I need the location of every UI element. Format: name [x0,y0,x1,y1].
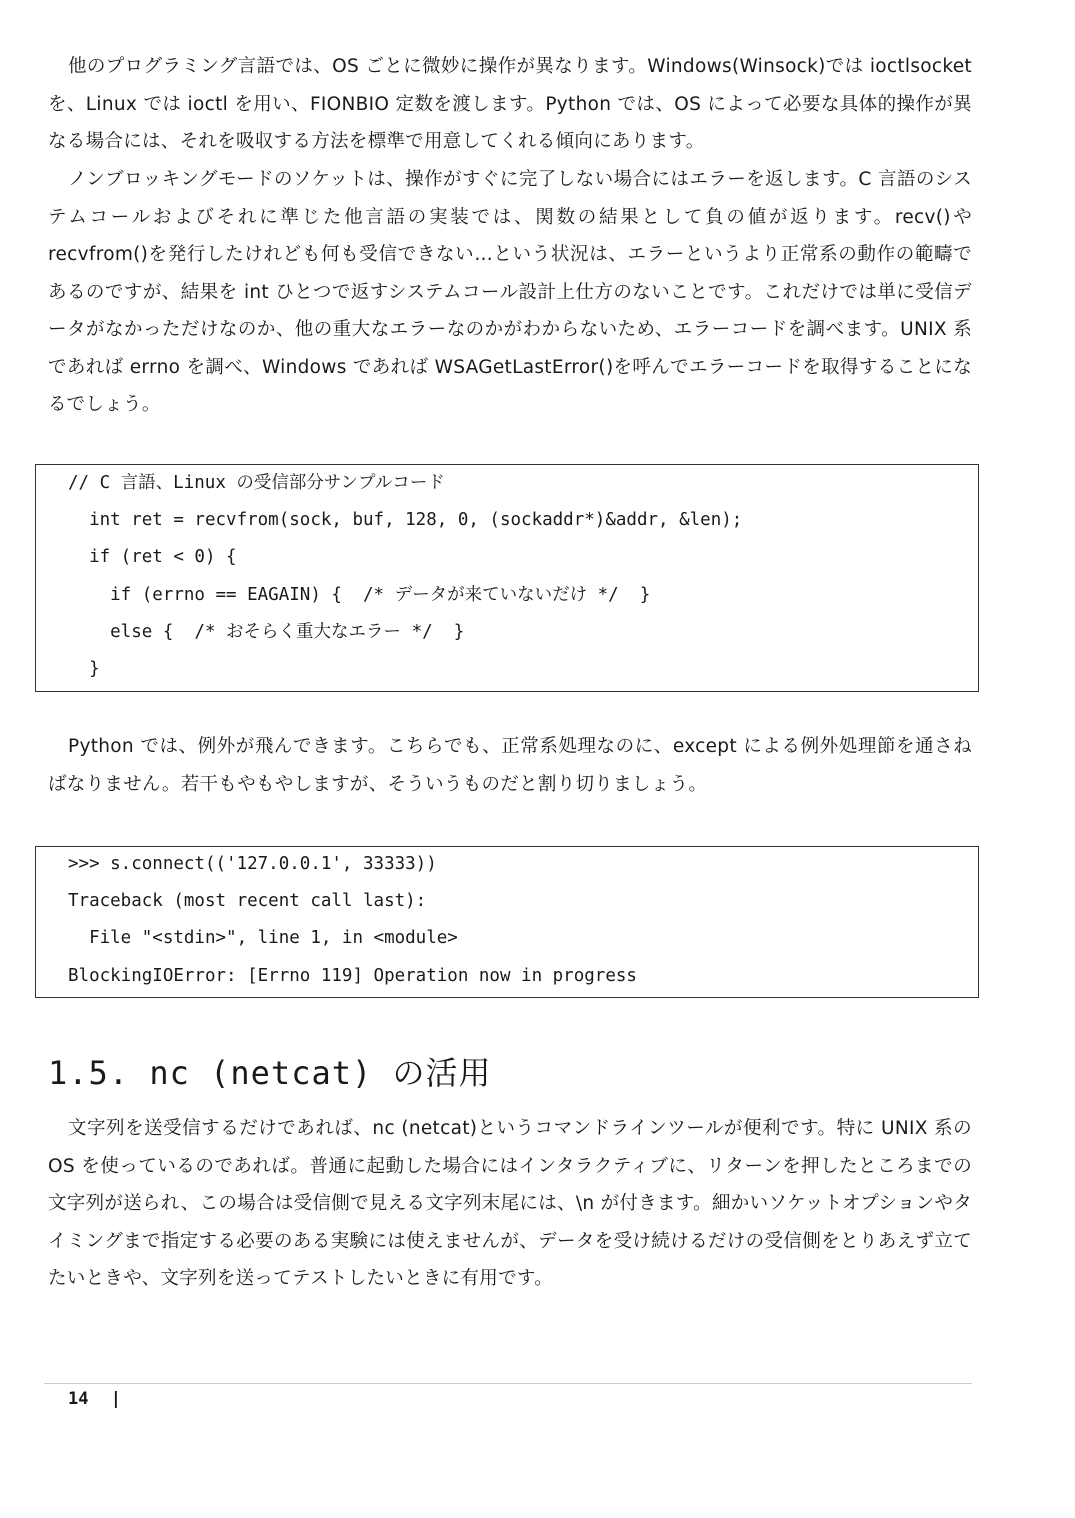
code-line: else { /* おそらく重大なエラー */ } [68,622,465,642]
paragraph-nonblocking-errors: ノンブロッキングモードのソケットは、操作がすぐに完了しない場合にはエラーを返します。C 言語のシステムコールおよびそれに準じた他言語の実装では、関数の結果として負の値が返ります。recv()や recvfrom()を発行したけれども何も受信できない…という状況は、エラーというより正常系の動作の範疇であるのですが、結果を int ひとつで返すシステムコール設計上仕方のないことです。これだけでは単に受信データがなかっただけなのか、他の重大なエラーなのかがわからないため、エラーコードを調べます。UNIX 系であれば errno を調べ、Windows であれば WSAGetLastError()を呼んでエラーコードを取得することになるでしょう。 [48,169,972,415]
code-line: if (errno == EAGAIN) { /* データが来ていないだけ */ } [68,585,651,605]
footer-separator: | [110,1389,121,1409]
page-number: 14 [68,1389,89,1409]
code-line: >>> s.connect(('127.0.0.1', 33333)) [68,854,437,874]
paragraph-os-differences: 他のプログラミング言語では、OS ごとに微妙に操作が異なります。Windows(Winsock)では ioctlsocket を、Linux では ioctl を用い、FIONBIO 定数を渡します。Python では、OS によって必要な具体的操作が異なる場合には、それを吸収する方法を標準で用意してくれる傾向にあります。 [48,56,972,152]
code-line: Traceback (most recent call last): [68,891,427,911]
page-footer [68,1389,121,1409]
code-block-c [35,464,979,692]
section-heading: 1.5. nc (netcat) の活用 [48,1054,492,1092]
code-line: BlockingIOError: [Errno 119] Operation now in progress [68,966,637,986]
footer-divider [44,1383,972,1384]
paragraph-python-exceptions: Python では、例外が飛んできます。こちらでも、正常系処理なのに、except による例外処理節を通さねばなりません。若干もやもやしますが、そういうものだと割り切りましょう。 [48,736,972,795]
code-line: File "<stdin>", line 1, in <module> [68,928,458,948]
code-block-python [35,846,979,998]
paragraph-netcat: 文字列を送受信するだけであれば、nc (netcat)というコマンドラインツールが便利です。特に UNIX 系の OS を使っているのであれば。普通に起動した場合にはインタラクティブに、リターンを押したところまでの文字列が送られ、この場合は受信側で見える文字列末尾には、\n が付きます。細かいソケットオプションやタイミングまで指定する必要のある実験には使えませんが、データを受け続けるだけの受信側をとりあえず立てたいときや、文字列を送ってテストしたいときに有用です。 [48,1118,972,1289]
code-line: int ret = recvfrom(sock, buf, 128, 0, (sockaddr*)&addr, &len); [68,510,743,530]
code-line: if (ret < 0) { [68,547,237,567]
code-line: } [68,659,100,679]
code-line: // C 言語、Linux の受信部分サンプルコード [68,473,445,493]
